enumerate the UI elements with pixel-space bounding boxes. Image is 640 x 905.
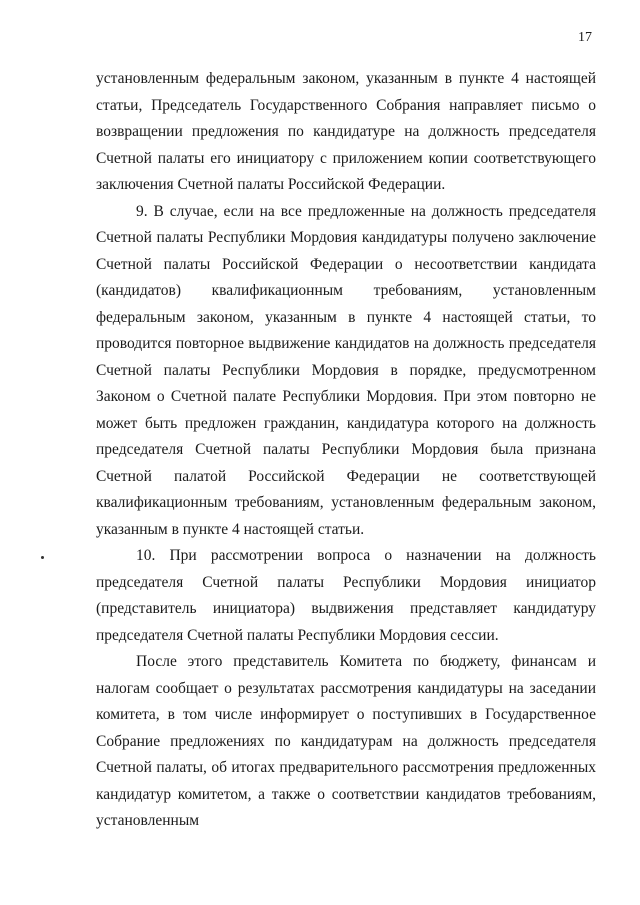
paragraph-continuation: установленным федеральным законом, указанным в пункте 4 настоящей статьи, Председатель Государственного Собрания направляет письмо о возвращении предложения по кандидатуре на должность председателя Счетной палаты его инициатору с приложением копии соответствующего заключения Счетной палаты Российской Федерации. (96, 70, 596, 193)
margin-dot (41, 556, 44, 559)
paragraph-item-10: 10. При рассмотрении вопроса о назначении на должность председателя Счетной палаты Республики Мордовия инициатор (представитель инициатора) выдвижения представляет кандидатуру председателя Счетной палаты Республики Мордовия сессии. (96, 547, 596, 644)
document-body (96, 66, 596, 835)
paragraph-item-9: 9. В случае, если на все предложенные на должность председателя Счетной палаты Республики Мордовия кандидатуры получено заключение Счетной палаты Российской Федерации о несоответствии кандидата (кандидатов) квалификационным требованиям, установленным федеральным законом, указанным в пункте 4 настоящей статьи, то проводится повторное выдвижение кандидатов на должность председателя Счетной палаты Республики Мордовия в порядке, предусмотренном Законом о Счетной палате Республики Мордовия. При этом повторно не может быть предложен гражданин, кандидатура которого на должность председателя Счетной палаты Республики Мордовия была признана Счетной палатой Российской Федерации не соответствующей квалификационным требованиям, установленным федеральным законом, указанным в пункте 4 настоящей статьи. (96, 202, 596, 538)
paragraph-committee-report: После этого представитель Комитета по бюджету, финансам и налогам сообщает о результатах рассмотрения кандидатуры на заседании комитета, в том числе информирует о поступивших в Государственное Собрание предложениях по кандидатурам на должность председателя Счетной палаты, об итогах предварительного рассмотрения предложенных кандидатур комитетом, а также о соответствии кандидатов требованиям, установленным (96, 653, 596, 829)
page-number: 17 (578, 30, 592, 45)
